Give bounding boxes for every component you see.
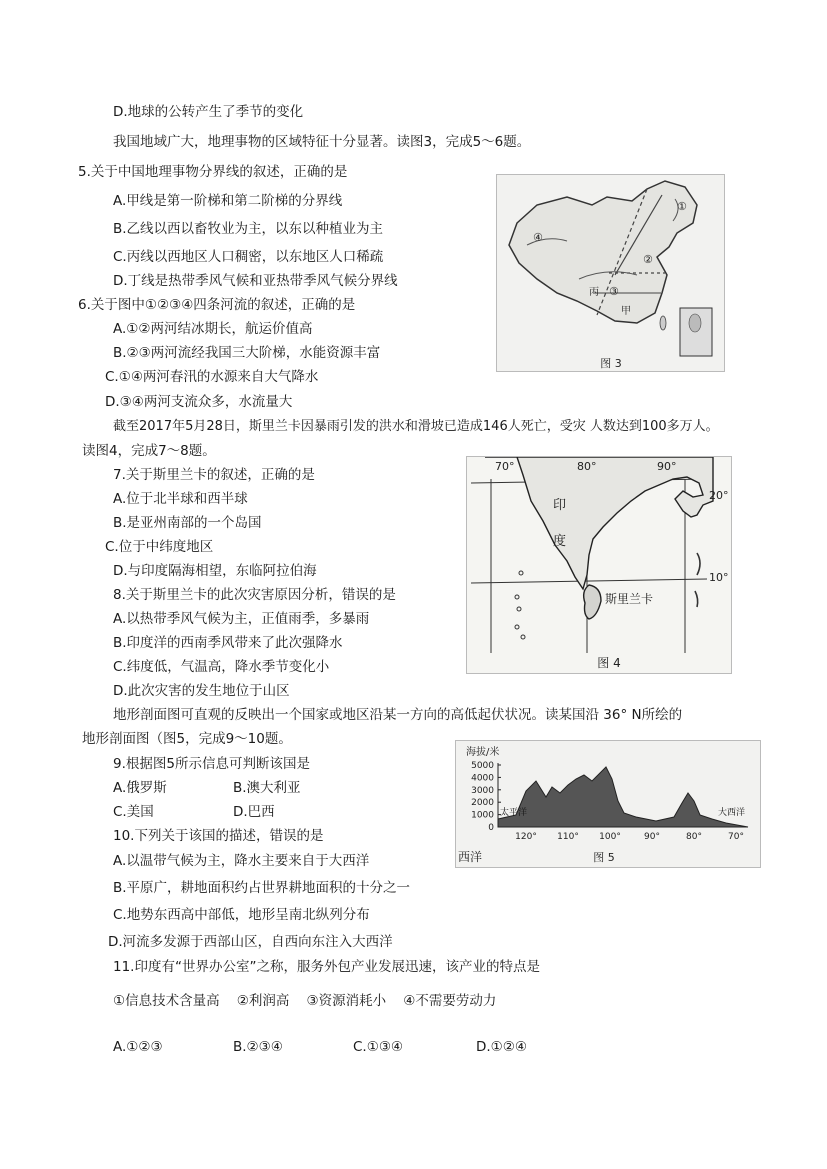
- y-tick-label: 0: [488, 823, 494, 833]
- lat-label-10: 10°: [709, 571, 729, 584]
- question-6: 6.关于图中①②③④四条河流的叙述，正确的是: [78, 297, 356, 313]
- label-bing: 丙: [589, 287, 599, 298]
- statements-11: ①信息技术含量高 ②利润高 ③资源消耗小 ④不需要劳动力: [113, 993, 497, 1009]
- option-10c: C.地势东西高中部低，地形呈南北纵列分布: [113, 907, 370, 923]
- label-river-2: ②: [643, 253, 653, 266]
- label-atlantic: 大西洋: [718, 808, 746, 818]
- x-tick-label: 100°: [599, 832, 621, 842]
- option-line: D.地球的公转产生了季节的变化: [113, 104, 304, 120]
- option-11c: C.①③④: [353, 1039, 404, 1055]
- option-9d: D.巴西: [233, 804, 275, 820]
- label-jia: 甲: [621, 306, 631, 317]
- question-5: 5.关于中国地理事物分界线的叙述，正确的是: [78, 164, 348, 180]
- label-india-1: 印: [553, 498, 567, 513]
- figure-5-caption: 图 5: [593, 851, 615, 864]
- news-text: 截至2017年5月28日，斯里兰卡因暴雨引发的洪水和滑坡已造成146人死亡，受灾 人数达到100多万人。: [113, 419, 719, 434]
- label-river-1: ①: [677, 200, 687, 213]
- intro-text-2: 读图4，完成7～8题。: [82, 443, 216, 459]
- figure-4-caption: 图 4: [597, 656, 621, 670]
- option-7b: B.是亚州南部的一个岛国: [113, 515, 262, 531]
- china-outline: [509, 181, 697, 323]
- question-10: 10.下列关于该国的描述，错误的是: [113, 828, 324, 844]
- profile-intro-2: 地形剖面图（图5，完成9～10题。: [82, 731, 292, 747]
- option-10a: A.以温带气候为主，降水主要来自于大西洋: [113, 853, 370, 869]
- question-11: 11.印度有“世界办公室”之称，服务外包产业发展迅速，该产业的特点是: [113, 959, 540, 975]
- lon-label-90: 90°: [657, 460, 677, 473]
- y-tick-label: 5000: [471, 761, 494, 771]
- option-11b: B.②③④: [233, 1039, 283, 1055]
- option-10d: D.河流多发源于西部山区，自西向东注入大西洋: [108, 934, 393, 950]
- option-7a: A.位于北半球和西半球: [113, 491, 248, 507]
- option-8d: D.此次灾害的发生地位于山区: [113, 683, 290, 699]
- figure-4-srilanka-map: [466, 456, 732, 674]
- option-11d: D.①②④: [476, 1039, 527, 1055]
- x-tick-label: 120°: [515, 832, 537, 842]
- option-7d: D.与印度隔海相望，东临阿拉伯海: [113, 563, 317, 579]
- x-tick-label: 110°: [557, 832, 579, 842]
- option-11a: A.①②③: [113, 1039, 163, 1055]
- option-5b: B.乙线以西以畜牧业为主，以东以种植业为主: [113, 221, 384, 237]
- question-8: 8.关于斯里兰卡的此次灾害原因分析，错误的是: [113, 587, 396, 603]
- option-6a: A.①②两河结冰期长，航运价值高: [113, 321, 313, 337]
- option-9a: A.俄罗斯: [113, 780, 167, 796]
- profile-intro: 地形剖面图可直观的反映出一个国家或地区沿某一方向的高低起伏状况。读某国沿 36° N所绘的: [113, 707, 683, 723]
- y-tick-label: 1000: [471, 810, 494, 821]
- label-pacific: 太平洋: [500, 808, 528, 818]
- y-axis-label: 海拔/米: [466, 747, 500, 758]
- taiwan-island: [660, 316, 666, 330]
- label-river-4: ④: [533, 231, 543, 244]
- lon-label-80: 80°: [577, 460, 597, 473]
- figure-3-china-map: [496, 174, 725, 372]
- label-river-3: ③: [609, 285, 619, 298]
- question-7: 7.关于斯里兰卡的叙述，正确的是: [113, 467, 315, 483]
- figure-5-terrain-profile: [455, 740, 761, 868]
- option-9b: B.澳大利亚: [233, 780, 301, 796]
- intro-text: 我国地域广大，地理事物的区域特征十分显著。读图3，完成5～6题。: [113, 134, 531, 150]
- inset-island: [689, 314, 701, 332]
- option-5d: D.丁线是热带季风气候和亚热带季风气候分界线: [113, 273, 398, 289]
- option-6b: B.②③两河流经我国三大阶梯，水能资源丰富: [113, 345, 381, 361]
- x-tick-label: 80°: [686, 832, 702, 842]
- label-srilanka: 斯里兰卡: [605, 592, 654, 606]
- y-tick-label: 4000: [471, 773, 494, 784]
- label-india-2: 度: [553, 534, 567, 549]
- figure-3-caption: 图 3: [600, 357, 622, 370]
- lon-label-70: 70°: [495, 460, 515, 473]
- option-10b: B.平原广，耕地面积约占世界耕地面积的十分之一: [113, 880, 411, 896]
- option-8c: C.纬度低，气温高，降水季节变化小: [113, 659, 330, 675]
- y-tick-label: 2000: [471, 798, 494, 809]
- label-cut-text: 西洋: [458, 850, 483, 864]
- question-9: 9.根据图5所示信息可判断该国是: [113, 756, 310, 772]
- option-5c: C.丙线以西地区人口稠密，以东地区人口稀疏: [113, 249, 384, 265]
- option-8b: B.印度洋的西南季风带来了此次强降水: [113, 635, 343, 651]
- lat-label-20: 20°: [709, 489, 729, 502]
- option-6d: D.③④两河支流众多，水流量大: [105, 394, 293, 410]
- option-6c: C.①④两河春汛的水源来自大气降水: [105, 369, 319, 385]
- option-5a: A.甲线是第一阶梯和第二阶梯的分界线: [113, 193, 343, 209]
- x-tick-label: 90°: [644, 832, 660, 842]
- y-tick-label: 3000: [471, 785, 494, 796]
- option-8a: A.以热带季风气候为主，正值雨季，多暴雨: [113, 611, 370, 627]
- option-7c: C.位于中纬度地区: [105, 539, 214, 555]
- option-9c: C.美国: [113, 804, 154, 820]
- x-tick-label: 70°: [728, 832, 744, 842]
